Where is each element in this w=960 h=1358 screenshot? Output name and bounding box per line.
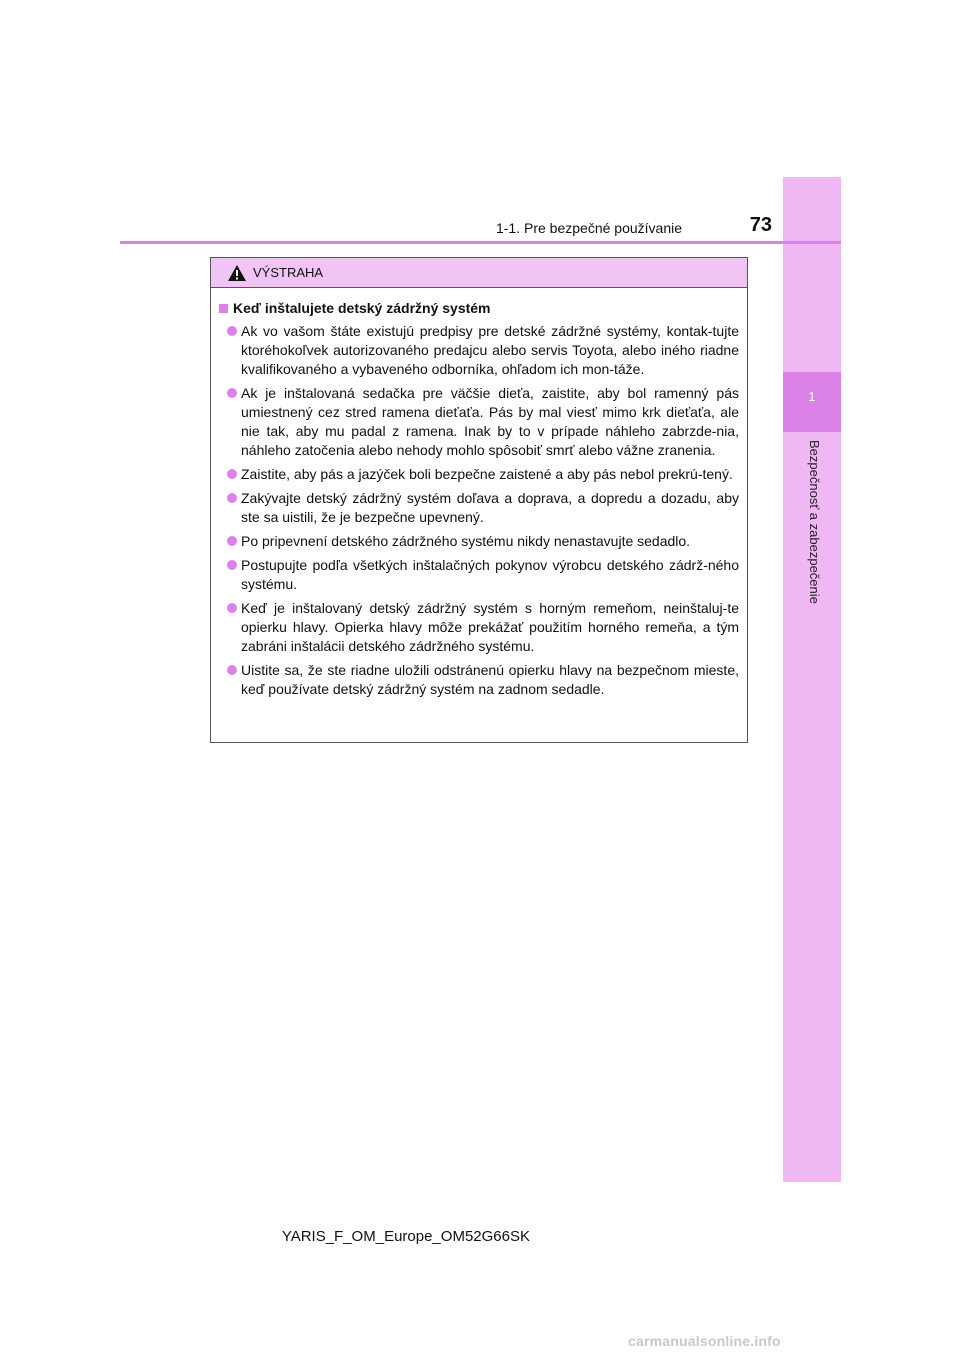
- bullet-text: Zakývajte detský zádržný systém doľava a doprava, a dopredu a dozadu, aby ste sa uistili, že je bezpečne upevnený.: [241, 490, 739, 525]
- bullet-text: Uistite sa, že ste riadne uložili odstránenú opierku hlavy na bezpečnom mieste, keď používate detský zádržný systém na zadnom sedadle.: [241, 662, 739, 697]
- bullet-dot-icon: [227, 560, 237, 570]
- list-item: [219, 661, 739, 699]
- bullet-text: Po pripevnení detského zádržného systému nikdy nenastavujte sedadlo.: [241, 533, 691, 549]
- header-rule: [120, 241, 841, 244]
- warning-header: [211, 258, 747, 288]
- bullet-dot-icon: [227, 493, 237, 503]
- bullet-dot-icon: [227, 469, 237, 479]
- bullet-dot-icon: [227, 665, 237, 675]
- bullet-dot-icon: [227, 388, 237, 398]
- list-item: [219, 556, 739, 594]
- list-item: [219, 465, 739, 484]
- warning-topic: [219, 300, 739, 316]
- warning-body: [211, 288, 747, 699]
- page-number: 73: [749, 214, 772, 236]
- warning-topic-text: Keď inštalujete detský zádržný systém: [233, 300, 491, 316]
- topic-square-icon: [219, 304, 228, 313]
- list-item: [219, 489, 739, 527]
- document-code: YARIS_F_OM_Europe_OM52G66SK: [281, 1228, 530, 1245]
- watermark: carmanualsonline.info: [628, 1333, 781, 1349]
- bullet-text: Ak je inštalovaná sedačka pre väčšie dieťa, zaistite, aby bol ramenný pás umiestnený cez stred ramena dieťaťa. Pás by mal viesť mimo krk dieťaťa, ale nie tak, aby mu padal z ramena. Inak by to v prípade náhleho zabrzde-nia, náhleho zatočenia alebo nehody mohlo spôsobiť smrť alebo vážne zranenia.: [241, 385, 739, 458]
- warning-title: VÝSTRAHA: [253, 265, 324, 280]
- warning-box: [210, 257, 748, 743]
- list-item: [219, 599, 739, 656]
- bullet-text: Zaistite, aby pás a jazýček boli bezpečne zaistené a aby pás nebol prekrú-tený.: [241, 466, 733, 482]
- list-item: [219, 532, 739, 551]
- bullet-text: Keď je inštalovaný detský zádržný systém s horným remeňom, neinštaluj-te opierku hlavy. Opierka hlavy môže prekážať použitím horného remeňa, a tým zabráni inštalácii detského zádržného systému.: [241, 600, 739, 654]
- chapter-number: 1: [808, 389, 816, 404]
- list-item: [219, 322, 739, 379]
- bullet-dot-icon: [227, 536, 237, 546]
- bullet-dot-icon: [227, 603, 237, 613]
- bullet-dot-icon: [227, 326, 237, 336]
- section-title: 1-1. Pre bezpečné používanie: [495, 220, 682, 236]
- chapter-title: Bezpečnosť a zabezpečenie: [807, 440, 822, 604]
- list-item: [219, 384, 739, 460]
- bullet-text: Postupujte podľa všetkých inštalačných pokynov výrobcu detského zádrž-ného systému.: [241, 557, 739, 592]
- warning-triangle-icon: [227, 264, 247, 282]
- chapter-side-tab: [783, 177, 841, 1182]
- warning-bullet-list: [219, 322, 739, 699]
- bullet-text: Ak vo vašom štáte existujú predpisy pre detské zádržné systémy, kontak-tujte ktoréhokoľvek autorizovaného predajcu alebo servis Toyota, alebo iného riadne kvalifikovaného a vybaveného odborníka, ohľadom ich mon-táže.: [241, 323, 739, 377]
